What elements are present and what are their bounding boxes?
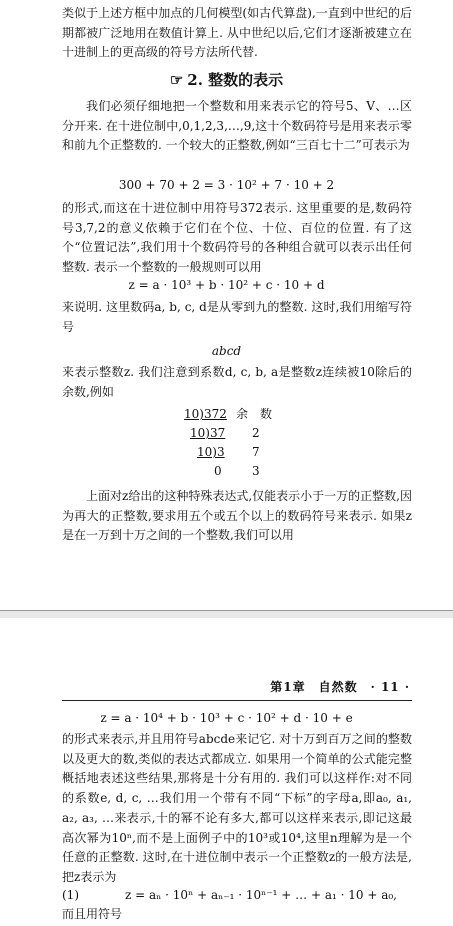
section-title: 2. 整数的表示 [187, 71, 284, 89]
formula-four-digit: z = a · 10³ + b · 10² + c · 10 + d [128, 278, 325, 292]
division-remainder: 2 [252, 426, 260, 440]
header-rule [62, 700, 412, 701]
pointing-hand-icon: ☞ [169, 71, 184, 89]
division-dividend: 10)372 [184, 407, 227, 421]
formula-general: z = aₙ · 10ⁿ + aₙ₋₁ · 10ⁿ⁻¹ + … + a₁ · 10 + a₀, [125, 888, 397, 902]
division-remainder: 7 [252, 445, 260, 459]
division-dividend: 0 [214, 464, 222, 478]
section-heading [0, 70, 453, 90]
paragraph-limit-ten-thousand: 上面对z给出的这种特殊表达式,仅能表示小于一万的正整数,因为再大的正整数,要求用五个或五个以上的数码符号来表示. 如果z是在一万到十万之间的一个整数,我们可以用 [62, 489, 412, 543]
formula-five-digit: z = a · 10⁴ + b · 10³ + c · 10² + d · 10 + e [100, 711, 353, 725]
paragraph-digits-meaning: 来说明. 这里数码a, b, c, d是从零到九的整数. 这时,我们用缩写符号 [62, 300, 412, 334]
paragraph-symbol: 而且用符号 [62, 907, 123, 921]
paragraph-general-form: 的形式来表示,并且用符号abcde来记它. 对十万到百万之间的整数以及更大的数,类似的表达式都成立. 如果用一个简单的公式能完整概括地表述这些结果,那将是十分有用的. 我们可以这样作:对不同的系数e, d, c, …我们用一个带有不同“下标”的字母a,即a₀, a₁, a₂, a₃, …来表示,十的幂不论有多大,都可以这样来表示,即记这最高次幂为10ⁿ,而不是上面例子中的10³或10⁴,这里n理解为是一个任意的正整数. 这时,在十进位制中表示一个正整数z的一般方法是,把z表示为 [62, 732, 412, 884]
book-page-bottom [0, 618, 453, 926]
running-header: 第1章 自然数 · 11 · [270, 680, 410, 694]
paragraph-positional-notation: 的形式,而这在十进位制中用符号372表示. 这里重要的是,数码符号3,7,2的意义依赖于它们在个位、十位、百位的位置. 有了这个“位置记法”,我们用十个数码符号的各种组合就可以表示出任何整数. 表示一个整数的一般规则可以用 [62, 201, 412, 275]
division-remainder-header: 余 数 [236, 407, 273, 421]
division-remainder: 3 [252, 464, 260, 478]
formula-372-expansion: 300 + 70 + 2 = 3 · 10² + 7 · 10 + 2 [118, 178, 335, 192]
formula-abcd: abcd [211, 344, 242, 358]
paragraph-abacus: 类似于上述方框中加点的几何模型(如古代算盘),一直到中世纪的后期都被广泛地用在数值计算上. 从中世纪以后,它们才逐渐被建立在十进制上的更高级的符号方法所代替. [62, 6, 412, 60]
paragraph-integers-intro: 我们必须仔细地把一个整数和用来表示它的符号5、V、…区分开来. 在十进位制中,0,1,2,3,…,9,这十个数码符号是用来表示零和前九个正整数的. 一个较大的正整数,例如“三百七十二”可表示为 [62, 99, 412, 153]
paragraph-remainders: 来表示整数z. 我们注意到系数d, c, b, a是整数z连续被10除后的余数,例如 [62, 365, 412, 399]
division-dividend: 10)3 [197, 445, 225, 459]
equation-number: (1) [62, 888, 79, 902]
division-dividend: 10)37 [190, 426, 226, 440]
